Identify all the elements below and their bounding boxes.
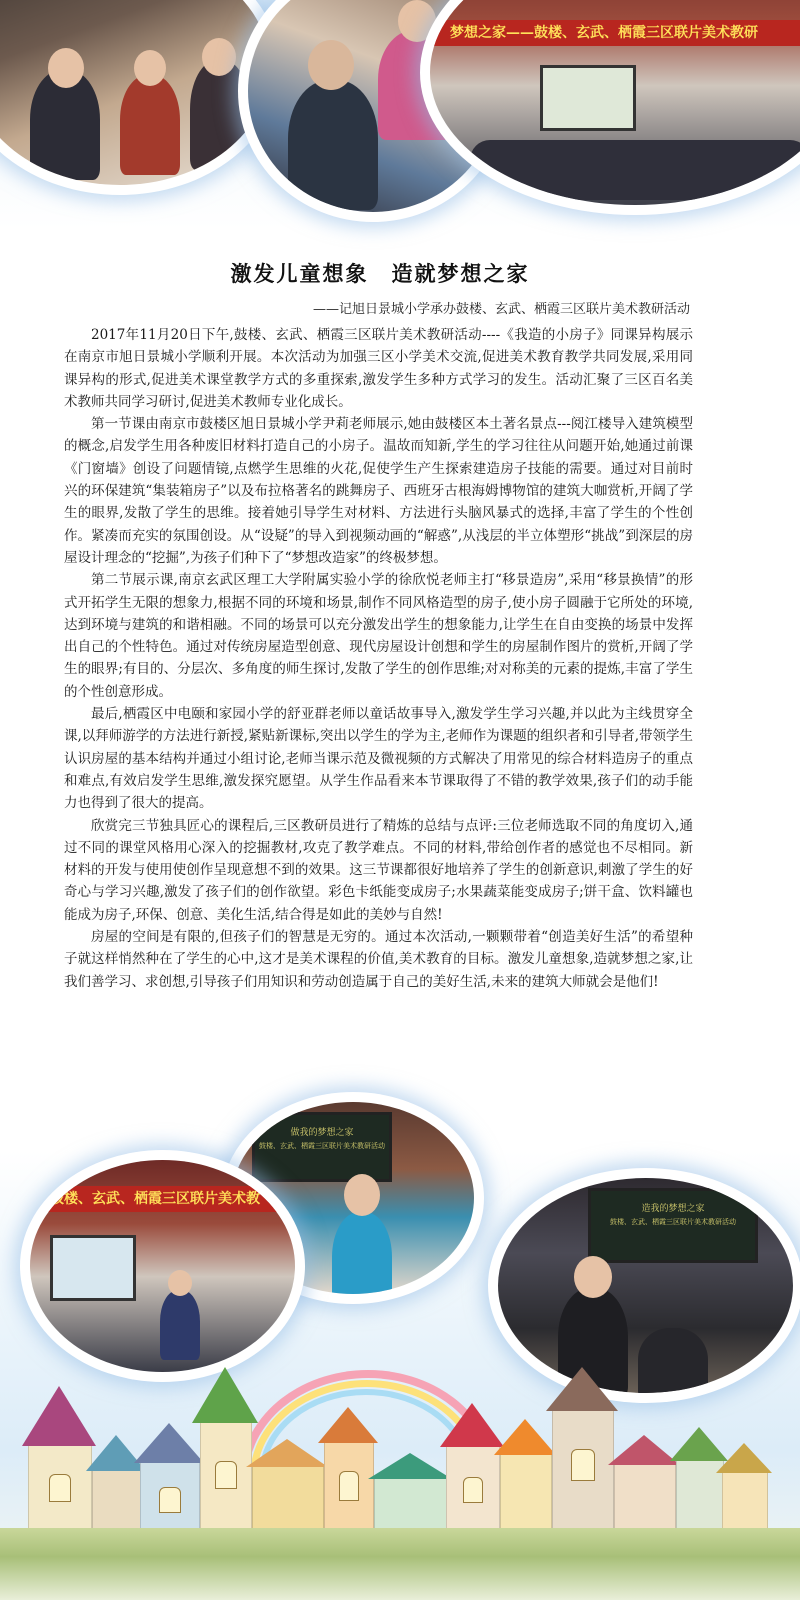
roof-icon: [494, 1419, 556, 1455]
screen-subtitle: 鼓楼、玄武、栖霞三区联片美术教研活动: [259, 1142, 385, 1150]
paragraph: 房屋的空间是有限的,但孩子们的智慧是无穷的。通过本次活动,一颗颗带着“创造美好生活”的希望种子就这样悄然种在了学生的心中,这才是美术课程的价值,美术教育的目标。激发儿童想象,造就梦想之家,让我们善学习、求创想,引导孩子们用知识和劳动创造属于自己的美好生活,未来的建筑大师就会是他们!: [64, 929, 693, 990]
photo-lecture-hall: [420, 0, 800, 215]
roof-icon: [546, 1367, 618, 1411]
screen-title: 造我的梦想之家: [641, 1204, 705, 1214]
house-icon: [446, 1444, 500, 1540]
lecture-speaker-icon: [30, 1160, 295, 1372]
photo-lecture-speaker: [20, 1150, 305, 1382]
classroom-students-icon: [0, 0, 270, 185]
photo-banner: 梦想之家——鼓楼、玄武、栖霞三区联片美术教研: [430, 20, 800, 46]
lecture-hall-icon: [430, 0, 800, 205]
house-icon: [324, 1440, 374, 1540]
roof-icon: [318, 1407, 378, 1443]
article-title: 激发儿童想象 造就梦想之家: [230, 262, 530, 286]
article-subtitle: ——记旭日景城小学承办鼓楼、玄武、栖霞三区联片美术教研活动: [312, 302, 690, 317]
projector-screen: [540, 65, 636, 131]
roof-icon: [134, 1423, 204, 1463]
article-body: [64, 324, 693, 993]
paragraph: 最后,栖霞区中电颐和家园小学的舒亚群老师以童话故事导入,激发学生学习兴趣,并以此为主线贯穿全课,以拜师游学的方法进行新授,紧贴新课标,突出以学生的学为主,老师作为课题的组织者和引导者,带领学生认识房屋的基本结构并通过小组讨论,老师当课示范及微视频的方式解决了用常见的综合材料造房子的重点和难点,有效启发学生思维,激发探究愿望。从学生作品看来本节课取得了不错的教学效果,孩子们的动手能力也得到了很大的提高。: [64, 706, 693, 812]
roof-icon: [716, 1443, 772, 1473]
grass-ground: [0, 1528, 800, 1600]
paragraph: 第一节课由南京市鼓楼区旭日景城小学尹莉老师展示,她由鼓楼区本土著名景点---阅江楼导入建筑模型的概念,启发学生用各种废旧材料打造自己的小房子。温故而知新,学生的学习往往从问题开始,她通过前课《门窗墙》创设了问题情镜,点燃学生思维的火花,促使学生产生探索建造房子技能的需要。通过对目前时兴的环保建筑“集装箱房子”以及布拉格著名的跳舞房子、西班牙古根海姆博物馆的建筑大咖赏析,开阔了学生的眼界,发散了学生的思维。接着她引导学生对材料、方法进行头脑风暴式的选择,丰富了学生的个性创作。紧凑而充实的氛围创设。从“设疑”的导入到视频动画的“解惑”,从浅层的半立体塑形“挑战”到深层的房屋设计理念的“挖掘”,为孩子们种下了“梦想改造家”的终极梦想。: [64, 416, 693, 566]
paragraph: 2017年11月20日下午,鼓楼、玄武、栖霞三区联片美术教研活动----《我造的小房子》同课异构展示在南京市旭日景城小学顺利开展。本次活动为加强三区小学美术交流,促进美术教育教学共同发展,采用同课异构的形式,促进美术课堂教学方式的多重探索,激发学生多种方式学习的发生。活动汇聚了三区百名美术教师共同学习研讨,促进美术教师专业化成长。: [64, 327, 693, 410]
roof-icon: [22, 1386, 96, 1446]
photo-banner: 鼓楼、玄武、栖霞三区联片美术教: [30, 1186, 295, 1212]
screen-subtitle: 鼓楼、玄武、栖霞三区联片美术教研活动: [610, 1218, 736, 1226]
house-icon: [200, 1420, 252, 1540]
roof-icon: [246, 1439, 328, 1467]
house-icon: [552, 1408, 614, 1540]
screen-title: 做我的梦想之家: [290, 1128, 354, 1138]
village-illustration: [0, 1360, 800, 1600]
projector-screen: [50, 1235, 136, 1301]
paragraph: 欣赏完三节独具匠心的课程后,三区教研员进行了精炼的总结与点评:三位老师选取不同的角度切入,通过不同的课堂风格用心深入的挖掘教材,攻克了教学难点。不同的材料,带给创作者的感觉也不尽相同。新材料的开发与使用使创作呈现意想不到的效果。这三节课都很好地培养了学生的创新意识,刺激了学生的好奇心与学习兴趣,激发了孩子们的创作欲望。彩色卡纸能变成房子;水果蔬菜能变成房子;饼干盒、饮料罐也能成为房子,环保、创意、美化生活,结合得是如此的美妙与自然!: [64, 817, 693, 923]
roof-icon: [368, 1453, 452, 1479]
projector-screen: [252, 1112, 392, 1182]
projector-screen: [588, 1188, 758, 1263]
paragraph: 第二节展示课,南京玄武区理工大学附属实验小学的徐欣悦老师主打“移景造房”,采用“移景换情”的形式开拓学生无限的想象力,根据不同的环境和场景,制作不同风格造型的房子,使小房子圆融于它所处的环境,达到环境与建筑的和谐相融。不同的场景可以充分激发出学生的想象能力,让学生在自由变换的场景中发挥出自己的个性特色。通过对传统房屋造型创意、现代房屋设计创想和学生的房屋制作图片的赏析,开阔了学生的眼界;有目的、分层次、多角度的师生探讨,发散了学生的创作思维;对对称美的元素的提炼,丰富了学生的个性创意形成。: [64, 572, 693, 700]
house-icon: [500, 1452, 552, 1540]
house-icon: [28, 1443, 92, 1540]
roof-icon: [192, 1367, 258, 1423]
